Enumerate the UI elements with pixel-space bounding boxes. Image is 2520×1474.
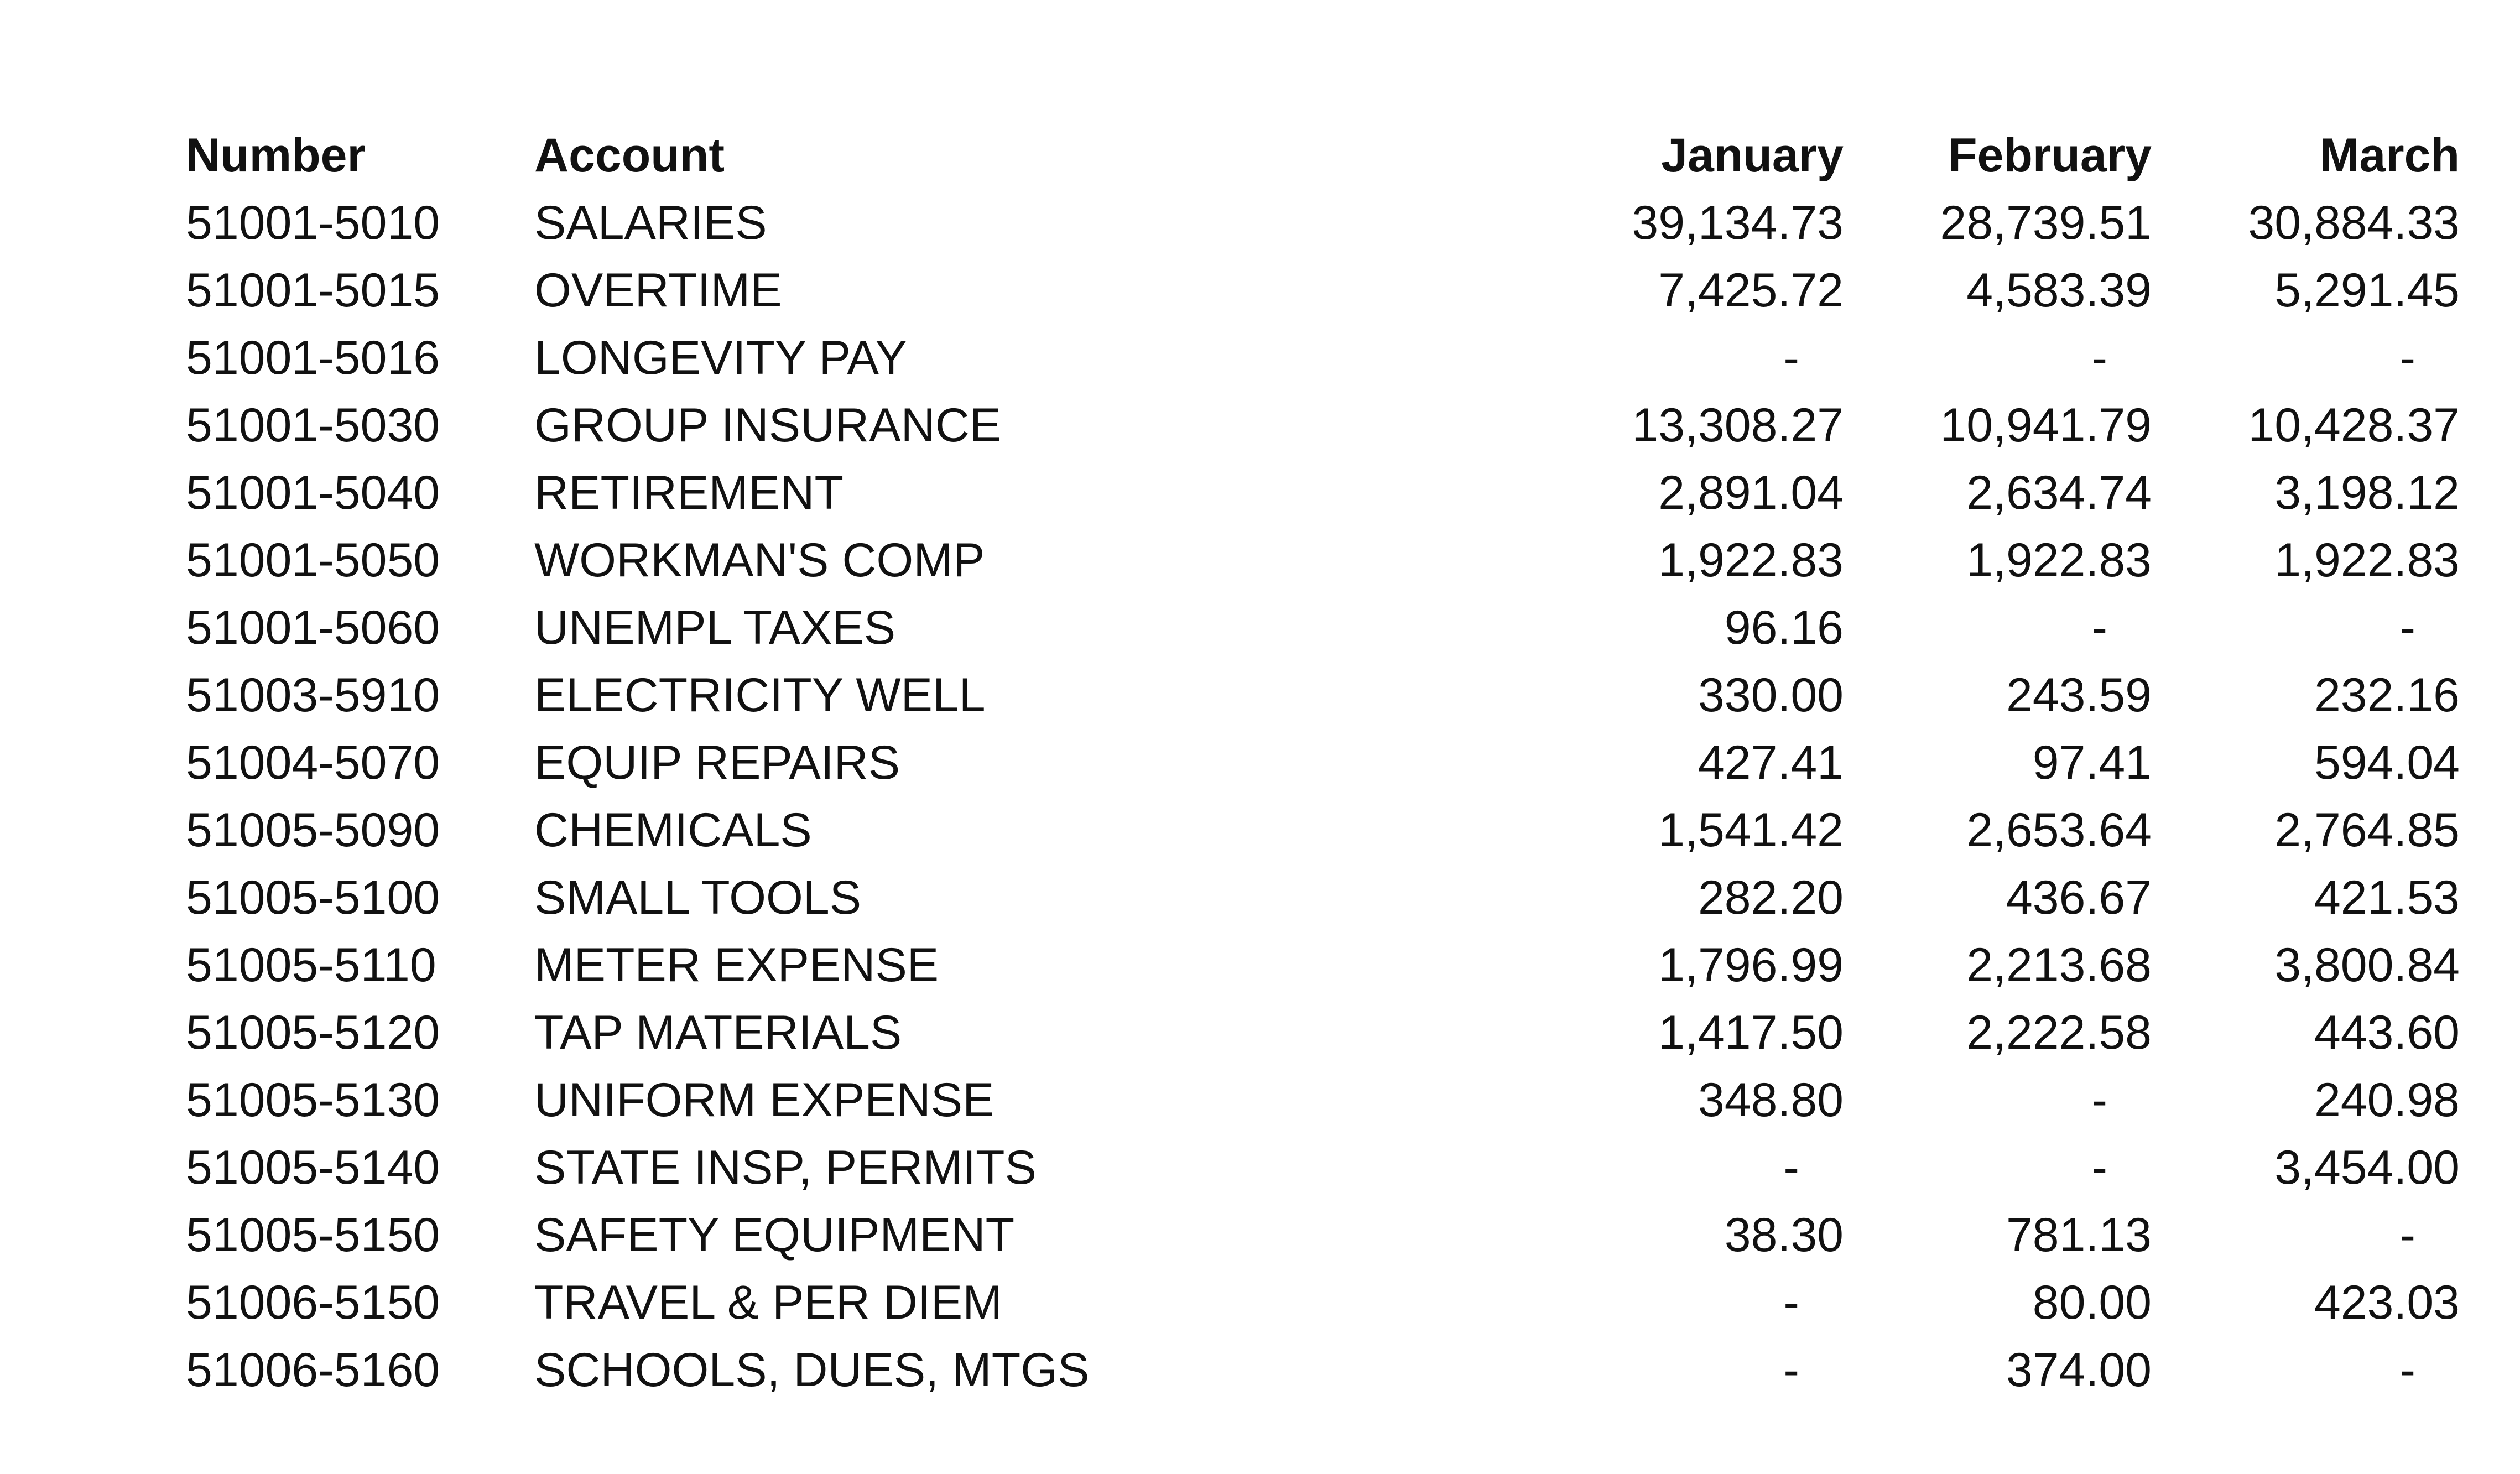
cell-january: 1,417.50: [1658, 1006, 1844, 1059]
cell-february: -: [2091, 1141, 2107, 1194]
cell-march: 594.04: [2314, 736, 2460, 789]
table-body: [186, 189, 2460, 1404]
cell-march: 240.98: [2314, 1074, 2460, 1127]
cell-account: CHEMICALS: [534, 804, 812, 857]
cell-february: 781.13: [2006, 1209, 2152, 1262]
cell-february: 4,583.39: [1966, 264, 2152, 317]
header-march: March: [2319, 129, 2460, 182]
table-row: [186, 1201, 2460, 1269]
cell-account: METER EXPENSE: [534, 939, 939, 992]
cell-account: UNIFORM EXPENSE: [534, 1074, 995, 1127]
table-row: [186, 662, 2460, 729]
table-row: [186, 257, 2460, 324]
header-february: February: [1948, 129, 2152, 182]
cell-account: TRAVEL & PER DIEM: [534, 1276, 1002, 1329]
header-account: Account: [534, 129, 725, 182]
table-row: [186, 1134, 2460, 1201]
cell-account: SCHOOLS, DUES, MTGS: [534, 1343, 1090, 1397]
cell-march: 1,922.83: [2274, 534, 2460, 587]
cell-march: 3,800.84: [2274, 939, 2460, 992]
cell-february: 374.00: [2006, 1343, 2152, 1397]
cell-february: 2,222.58: [1966, 1006, 2152, 1059]
cell-february: 97.41: [2032, 736, 2152, 789]
cell-account: WORKMAN'S COMP: [534, 534, 985, 587]
cell-account: SALARIES: [534, 196, 767, 249]
cell-account: ELECTRICITY WELL: [534, 669, 986, 722]
cell-january: 282.20: [1698, 871, 1844, 924]
cell-number: 51005-5120: [186, 1006, 440, 1059]
table-row: [186, 864, 2460, 931]
table-row: [186, 1066, 2460, 1134]
cell-january: 1,796.99: [1658, 939, 1844, 992]
cell-january: 1,541.42: [1658, 804, 1844, 857]
cell-january: 13,308.27: [1632, 399, 1844, 452]
cell-january: 2,891.04: [1658, 466, 1844, 519]
table-row: [186, 1336, 2460, 1404]
table-row: [186, 392, 2460, 459]
table-row: [186, 1269, 2460, 1336]
table-row: [186, 324, 2460, 392]
table-row: [186, 729, 2460, 796]
cell-account: SMALL TOOLS: [534, 871, 862, 924]
cell-march: 421.53: [2314, 871, 2460, 924]
cell-january: -: [1783, 331, 1799, 384]
cell-february: 10,941.79: [1940, 399, 2152, 452]
cell-february: -: [2091, 331, 2107, 384]
cell-february: 28,739.51: [1940, 196, 2152, 249]
cell-march: -: [2399, 1209, 2415, 1262]
table-row: [186, 527, 2460, 594]
cell-march: 2,764.85: [2274, 804, 2460, 857]
cell-january: 7,425.72: [1658, 264, 1844, 317]
cell-january: -: [1783, 1141, 1799, 1194]
cell-january: 427.41: [1698, 736, 1844, 789]
cell-february: 2,213.68: [1966, 939, 2152, 992]
cell-number: 51004-5070: [186, 736, 440, 789]
cell-january: -: [1783, 1343, 1799, 1397]
cell-february: -: [2091, 601, 2107, 654]
cell-march: 423.03: [2314, 1276, 2460, 1329]
cell-march: 30,884.33: [2248, 196, 2460, 249]
header-row: [186, 122, 2460, 189]
expense-table: [186, 122, 2460, 1404]
cell-number: 51005-5090: [186, 804, 440, 857]
cell-february: 80.00: [2032, 1276, 2152, 1329]
cell-account: TAP MATERIALS: [534, 1006, 902, 1059]
cell-number: 51005-5130: [186, 1074, 440, 1127]
table-row: [186, 189, 2460, 257]
table-row: [186, 459, 2460, 527]
cell-account: RETIREMENT: [534, 466, 844, 519]
cell-march: 5,291.45: [2274, 264, 2460, 317]
cell-march: 3,454.00: [2274, 1141, 2460, 1194]
table-row: [186, 999, 2460, 1066]
cell-account: STATE INSP, PERMITS: [534, 1141, 1037, 1194]
cell-account: OVERTIME: [534, 264, 782, 317]
cell-account: LONGEVITY PAY: [534, 331, 907, 384]
cell-january: 330.00: [1698, 669, 1844, 722]
cell-february: 2,653.64: [1966, 804, 2152, 857]
cell-march: 10,428.37: [2248, 399, 2460, 452]
cell-account: EQUIP REPAIRS: [534, 736, 900, 789]
cell-march: 443.60: [2314, 1006, 2460, 1059]
cell-march: -: [2399, 1343, 2415, 1397]
table-row: [186, 931, 2460, 999]
table-row: [186, 796, 2460, 864]
cell-march: -: [2399, 601, 2415, 654]
cell-account: GROUP INSURANCE: [534, 399, 1002, 452]
cell-march: -: [2399, 331, 2415, 384]
cell-january: 96.16: [1724, 601, 1844, 654]
cell-february: 1,922.83: [1966, 534, 2152, 587]
cell-number: 51001-5010: [186, 196, 440, 249]
cell-january: 348.80: [1698, 1074, 1844, 1127]
cell-january: -: [1783, 1276, 1799, 1329]
cell-number: 51005-5110: [186, 939, 436, 992]
cell-number: 51005-5140: [186, 1141, 440, 1194]
cell-number: 51006-5160: [186, 1343, 440, 1397]
cell-march: 3,198.12: [2274, 466, 2460, 519]
cell-number: 51006-5150: [186, 1276, 440, 1329]
cell-january: 38.30: [1724, 1209, 1844, 1262]
cell-number: 51001-5016: [186, 331, 440, 384]
cell-january: 1,922.83: [1658, 534, 1844, 587]
cell-number: 51001-5050: [186, 534, 440, 587]
cell-account: UNEMPL TAXES: [534, 601, 896, 654]
cell-number: 51001-5015: [186, 264, 440, 317]
cell-february: 243.59: [2006, 669, 2152, 722]
header-january: January: [1661, 129, 1844, 182]
cell-number: 51001-5030: [186, 399, 440, 452]
header-number: Number: [186, 129, 366, 182]
cell-account: SAFETY EQUIPMENT: [534, 1209, 1015, 1262]
cell-march: 232.16: [2314, 669, 2460, 722]
cell-january: 39,134.73: [1632, 196, 1844, 249]
cell-number: 51003-5910: [186, 669, 440, 722]
cell-number: 51005-5150: [186, 1209, 440, 1262]
cell-number: 51001-5040: [186, 466, 440, 519]
cell-number: 51001-5060: [186, 601, 440, 654]
table-row: [186, 594, 2460, 662]
cell-february: 2,634.74: [1966, 466, 2152, 519]
cell-number: 51005-5100: [186, 871, 440, 924]
cell-february: -: [2091, 1074, 2107, 1127]
cell-february: 436.67: [2006, 871, 2152, 924]
